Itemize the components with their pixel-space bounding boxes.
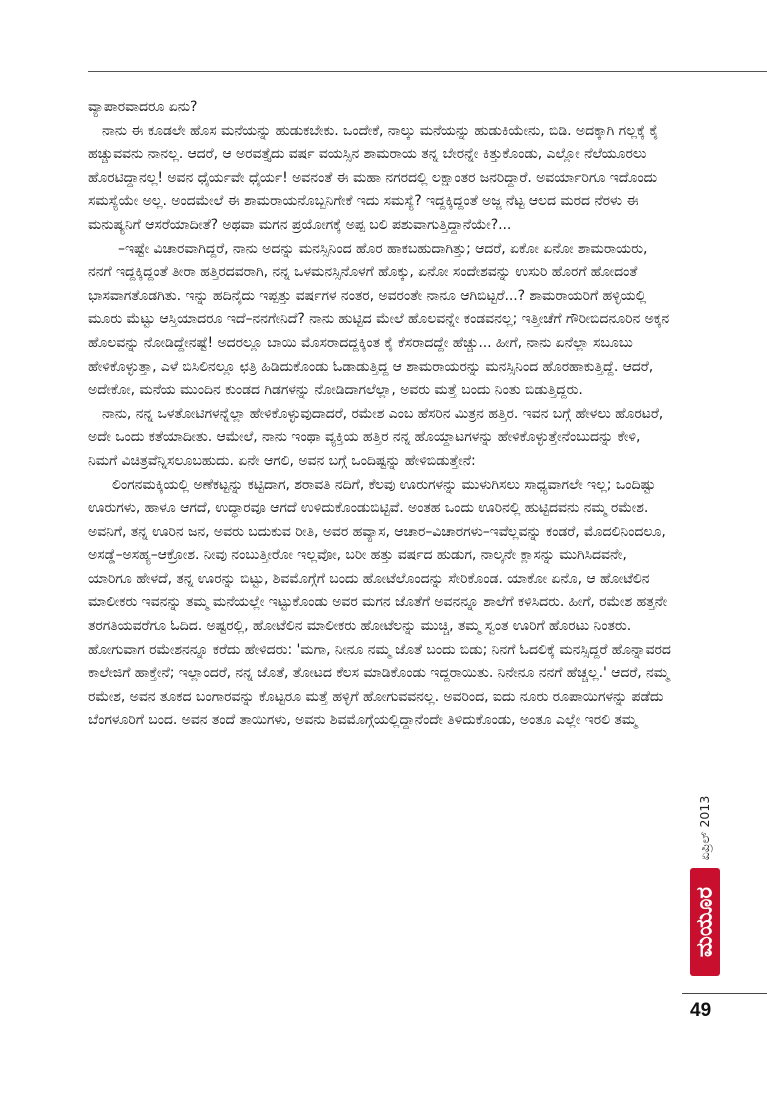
issue-date-text: ಏಪ್ರಿಲ್ 2013 [697,795,712,861]
paragraph: ನಾನು ಈ ಕೂಡಲೇ ಹೊಸ ಮನೆಯನ್ನು ಹುಡುಕಬೇಕು. ಒಂದೇಕೆ, ನಾಲ್ಕು ಮನೆಯನ್ನು ಹುಡುಕಿಯೇನು, ಬಿಡಿ. ಅದಕ್ಕಾಗಿ ಗಲ್ಲಕ್ಕೆ ಕೈ ಹಚ್ಚುವವನು ನಾನಲ್ಲ. ಆದರೆ, ಆ ಅರವತ್ತೈದು ವರ್ಷ ವಯಸ್ಸಿನ ಶಾಮರಾಯ ತನ್ನ ಬೇರನ್ನೇ ಕಿತ್ತುಕೊಂಡು, ಎಲ್ಲೋ ನೆಲೆಯೂರಲು ಹೊರಟಿದ್ದಾನಲ್ಲ! ಅವನ ಧೈರ್ಯವೇ ಧೈರ್ಯ! ಅವನಂತೆ ಈ ಮಹಾ ನಗರದಲ್ಲಿ ಲಕ್ಷಾಂತರ ಜನರಿದ್ದಾರೆ. ಅವರ್ಯಾರಿಗೂ ಇದೊಂದು ಸಮಸ್ಯೆಯೇ ಅಲ್ಲ. ಅಂದಮೇಲೆ ಈ ಶಾಮರಾಯನೊಬ್ಬನಿಗೇಕೆ ಇದು ಸಮಸ್ಯೆ? ಇದ್ದಕ್ಕಿದ್ದಂತೆ ಅಜ್ಜ ನೆಟ್ಟ ಆಲದ ಮರದ ನೆರಳು ಈ ಮನುಷ್ಯನಿಗೆ ಆಸರೆಯಾದೀತೆ? ಅಥವಾ ಮಗನ ಪ್ರಯೋಗಕ್ಕೆ ಅಪ್ಪ ಬಲಿ ಪಶುವಾಗುತ್ತಿದ್ದಾನೆಯೇ?... [88,122,659,233]
article-body [88,96,673,733]
issue-date [692,796,718,860]
footer-rule [682,993,767,994]
paragraph: ಲಿಂಗನಮಕ್ಕಿಯಲ್ಲಿ ಅಣೆಕಟ್ಟನ್ನು ಕಟ್ಟಿದಾಗ, ಶರಾವತಿ ನದಿಗೆ, ಕೆಲವು ಊರುಗಳನ್ನು ಮುಳುಗಿಸಲು ಸಾಧ್ಯವಾಗಲೇ ಇಲ್ಲ; ಒಂದಿಷ್ಟು ಊರುಗಳು, ಹಾಳೂ ಆಗದೆ, ಉದ್ಧಾರವೂ ಆಗದೆ ಉಳಿದುಕೊಂಡುಬಿಟ್ಟಿವೆ. ಅಂತಹ ಒಂದು ಊರಿನಲ್ಲಿ ಹುಟ್ಟಿದವನು ನಮ್ಮ ರಮೇಶ. ಅವನಿಗೆ, ತನ್ನ ಊರಿನ ಜನ, ಅವರು ಬದುಕುವ ರೀತಿ, ಅವರ ಹವ್ಯಾಸ, ಆಚಾರ–ವಿಚಾರಗಳು–ಇವೆಲ್ಲವನ್ನು ಕಂಡರೆ, ಮೊದಲಿನಿಂದಲೂ, ಅಸಡ್ಡೆ–ಅಸಹ್ಯ–ಆಕ್ರೋಶ. ನೀವು ನಂಬುತ್ತೀರೋ ಇಲ್ಲವೋ, ಬರೀ ಹತ್ತು ವರ್ಷದ ಹುಡುಗ, ನಾಲ್ಕನೇ ಕ್ಲಾಸನ್ನು ಮುಗಿಸಿದವನೇ, ಯಾರಿಗೂ ಹೇಳದೆ, ತನ್ನ ಊರನ್ನು ಬಿಟ್ಟು, ಶಿವಮೊಗ್ಗೆಗೆ ಬಂದು ಹೋಟೆಲೊಂದನ್ನು ಸೇರಿಕೊಂಡ. ಯಾಕೋ ಏನೊ, ಆ ಹೋಟೆಲಿನ ಮಾಲೀಕರು ಇವನನ್ನು ತಮ್ಮ ಮನೆಯಲ್ಲೇ ಇಟ್ಟುಕೊಂಡು ಅವರ ಮಗನ ಜೊತೆಗೆ ಅವನನ್ನೂ ಶಾಲೆಗೆ ಕಳಿಸಿದರು. ಹೀಗೆ, ರಮೇಶ ಹತ್ತನೇ ತರಗತಿಯವರೆಗೂ ಓದಿದ. ಅಷ್ಟರಲ್ಲಿ, ಹೋಟೆಲಿನ ಮಾಲೀಕರು ಹೋಟೆಲನ್ನು ಮುಚ್ಚಿ, ತಮ್ಮ ಸ್ವಂತ ಊರಿಗೆ ಹೊರಟು ನಿಂತರು. ಹೋಗುವಾಗ ರಮೇಶನನ್ನೂ ಕರೆದು ಹೇಳಿದರು: 'ಮಗಾ, ನೀನೂ ನಮ್ಮ ಜೊತೆ ಬಂದು ಬಿಡು; ನಿನಗೆ ಓದಲಿಕ್ಕೆ ಮನಸ್ಸಿದ್ದರೆ ಹೊನ್ನಾವರದ ಕಾಲೇಜಿಗೆ ಹಾಕ್ತೇನೆ; ಇಲ್ಲಾಂದರೆ, ನನ್ನ ಜೊತೆ, ತೋಟದ ಕೆಲಸ ಮಾಡಿಕೊಂಡು ಇದ್ದರಾಯಿತು. ನಿನೇನೂ ನನಗೆ ಹೆಚ್ಚಲ್ಲ.' ಆದರೆ, ನಮ್ಮ ರಮೇಶ, ಅವನ ತೂಕದ ಬಂಗಾರವನ್ನು ಕೊಟ್ಟರೂ ಮತ್ತೆ ಹಳ್ಳಿಗೆ ಹೋಗುವವನಲ್ಲ. ಅವರಿಂದ, ಐದು ನೂರು ರೂಪಾಯಿಗಳನ್ನು ಪಡೆದು ಬೆಂಗಳೂರಿಗೆ ಬಂದ. ಅವನ ತಂದೆ ತಾಯಿಗಳು, ಅವನು ಶಿವಮೊಗ್ಗೆಯಲ್ಲಿದ್ದಾನೆಂದೇ ತಿಳಿದುಕೊಂಡು, ಅಂತೂ ಎಲ್ಲೇ ಇರಲಿ ತಮ್ಮ [88,476,671,729]
paragraph: ವ್ಯಾಪಾರವಾದರೂ ಏನು? [88,99,198,115]
magazine-logo [690,868,720,976]
magazine-logo-text: ಮಯೂರ [692,886,718,958]
page-number: 49 [690,1000,712,1021]
paragraph: –ಇಷ್ಟೇ ವಿಚಾರವಾಗಿದ್ದರೆ, ನಾನು ಅದನ್ನು ಮನಸ್ಸಿನಿಂದ ಹೊರ ಹಾಕಬಹುದಾಗಿತ್ತು; ಆದರೆ, ಏಕೋ ಏನೋ ಶಾಮರಾಯರು, ನನಗೆ ಇದ್ದಕ್ಕಿದ್ದಂತೆ ತೀರಾ ಹತ್ತಿರದವರಾಗಿ, ನನ್ನ ಒಳಮನಸ್ಸಿನೊಳಗೆ ಹೊಕ್ಕು, ಏನೋ ಸಂದೇಶವನ್ನು ಉಸುರಿ ಹೊರಗೆ ಹೋದಂತೆ ಭಾಸವಾಗತೊಡಗಿತು. ಇನ್ನು ಹದಿನೈದು ಇಪ್ಪತ್ತು ವರ್ಷಗಳ ನಂತರ, ಅವರಂತೇ ನಾನೂ ಆಗಿಬಿಟ್ಟರೆ...? ಶಾಮರಾಯರಿಗೆ ಹಳ್ಳಿಯಲ್ಲಿ ಮೂರು ಮೆಟ್ಟು ಆಸ್ತಿಯಾದರೂ ಇದೆ–ನನಗೇನಿದೆ? ನಾನು ಹುಟ್ಟಿದ ಮೇಲೆ ಹೊಲವನ್ನೇ ಕಂಡವನಲ್ಲ; ಇತ್ತೀಚೆಗೆ ಗೌರೀಬಿದನೂರಿನ ಅಕ್ಕನ ಹೊಲವನ್ನು ನೋಡಿದ್ದೇನಷ್ಟೆ! ಅದರಲ್ಲೂ ಬಾಯಿ ಮೊಸರಾದದ್ದಕ್ಕಿಂತ ಕೈ ಕೆಸರಾದದ್ದೇ ಹೆಚ್ಚು... ಹೀಗೆ, ನಾನು ಏನೆಲ್ಲಾ ಸಬೂಬು ಹೇಳಿಕೊಳ್ಳುತ್ತಾ, ಎಳೆ ಬಿಸಿಲಿನಲ್ಲೂ ಛತ್ರಿ ಹಿಡಿದುಕೊಂಡು ಓಡಾಡುತ್ತಿದ್ದ ಆ ಶಾಮರಾಯರನ್ನು ಮನಸ್ಸಿನಿಂದ ಹೊರಹಾಕುತ್ತಿದ್ದೆ. ಆದರೆ, ಅದೇಕೋ, ಮನೆಯ ಮುಂದಿನ ಕುಂಡದ ಗಿಡಗಳನ್ನು ನೋಡಿದಾಗಲೆಲ್ಲಾ, ಅವರು ಮತ್ತೆ ಬಂದು ನಿಂತು ಬಿಡುತ್ತಿದ್ದರು. [88,240,670,399]
paragraph: ನಾನು, ನನ್ನ ಒಳತೋಟಿಗಳನ್ನೆಲ್ಲಾ ಹೇಳಿಕೊಳ್ಳುವುದಾದರೆ, ರಮೇಶ ಎಂಬ ಹೆಸರಿನ ಮಿತ್ರನ ಹತ್ತಿರ. ಇವನ ಬಗ್ಗೆ ಹೇಳಲು ಹೊರಟರೆ, ಅದೇ ಒಂದು ಕತೆಯಾದೀತು. ಆಮೇಲೆ, ನಾನು ಇಂಥಾ ವ್ಯಕ್ತಿಯ ಹತ್ತಿರ ನನ್ನ ಹೊಯ್ದಾಟಗಳನ್ನು ಹೇಳಿಕೊಳ್ಳುತ್ತೇನೆಂಬುದನ್ನು ಕೇಳಿ, ನಿಮಗೆ ವಿಚಿತ್ರವೆನ್ನಿಸಲೂಬಹುದು. ಏನೇ ಆಗಲಿ, ಅವನ ಬಗ್ಗೆ ಒಂದಿಷ್ಟನ್ನು ಹೇಳಿಬಿಡುತ್ತೇನೆ: [88,405,664,469]
header-rule [88,71,767,72]
